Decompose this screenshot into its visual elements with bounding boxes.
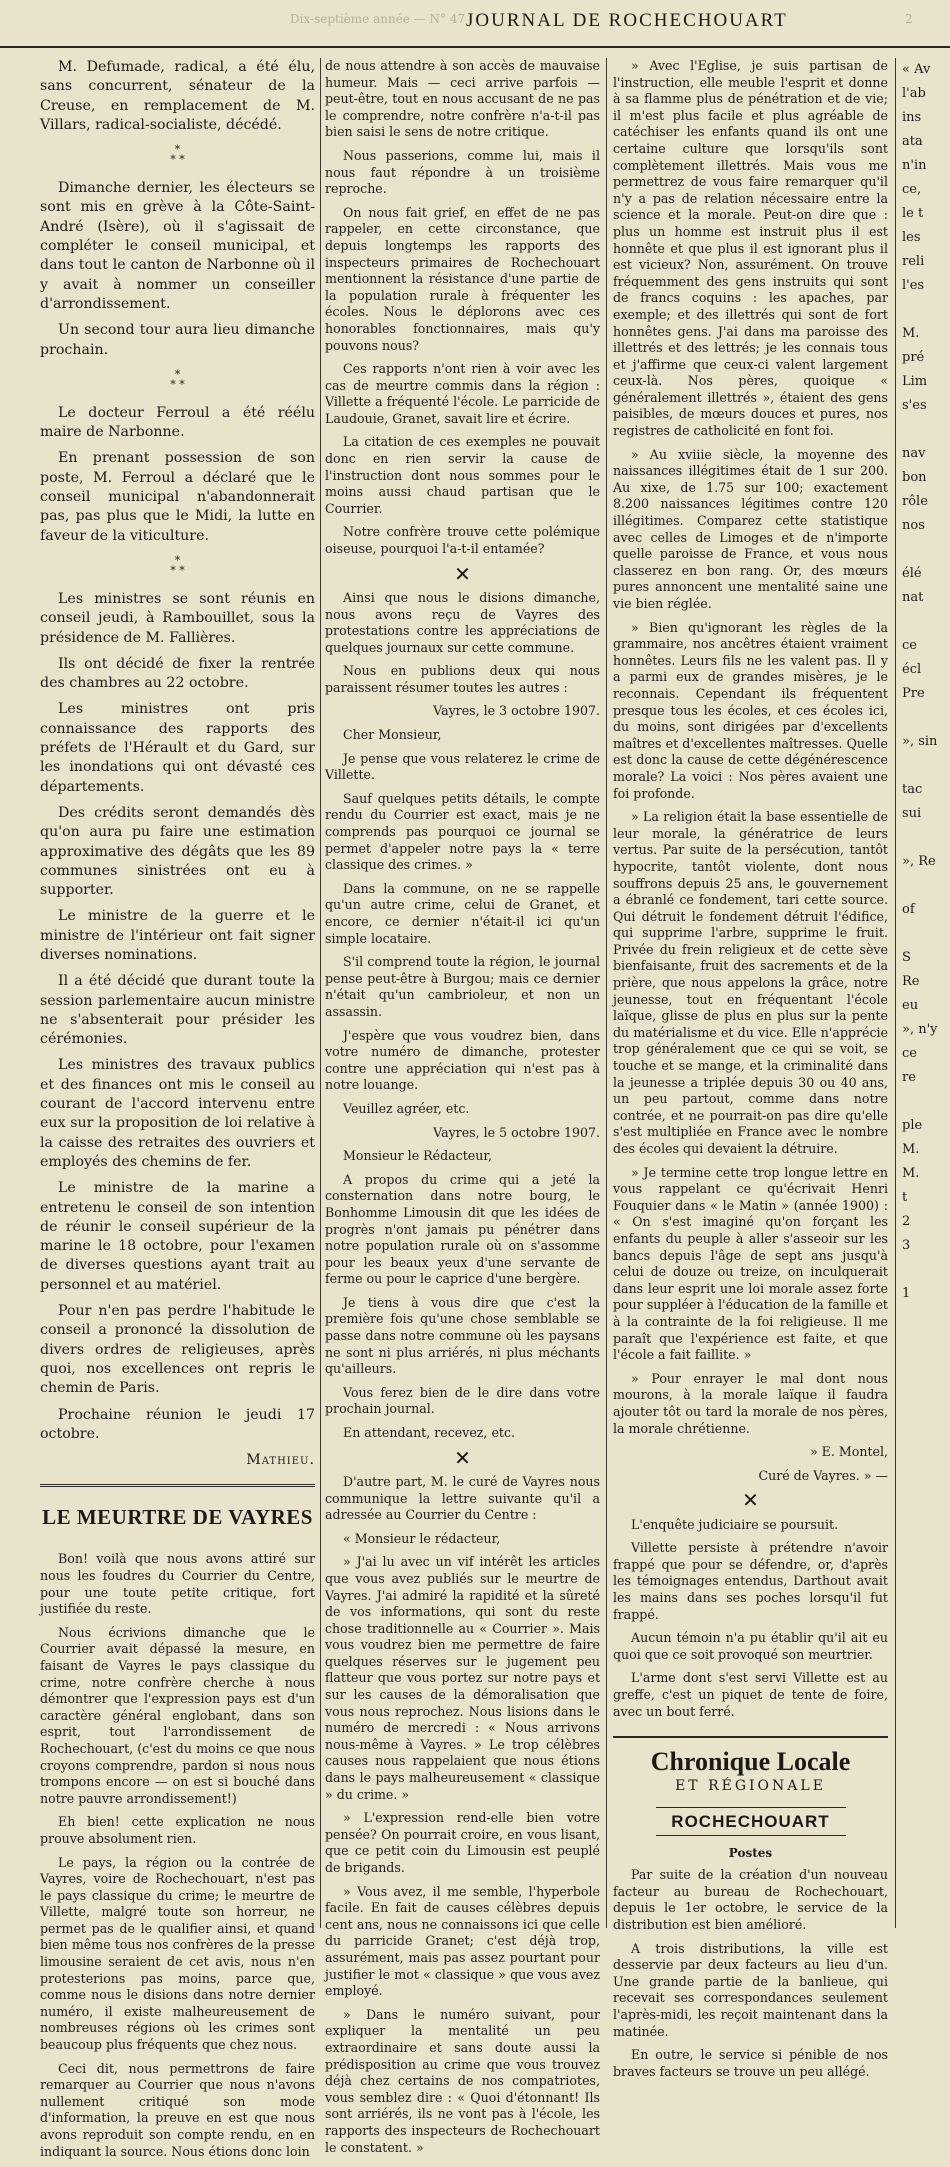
- letter-salutation: « Monsieur le rédacteur,: [343, 1530, 501, 1546]
- paragraph: Par suite de la création d'un nouveau facteur au bureau de Rochechouart, depuis le 1er octobre, le service de la distribution est bien amélioré.: [613, 1867, 888, 1933]
- paragraph: Pour n'en pas perdre l'habitude le conseil a prononcé la dissolution de divers ordres de religieuses, après quoi, nos excellences ont repris le chemin de Paris.: [40, 1303, 315, 1397]
- paragraph: L'arme dont s'est servi Villette est au greffe, c'est un piquet de tente de foire, avec un bout ferré.: [613, 1670, 888, 1719]
- column-4-text-fragment: re: [902, 1070, 916, 1085]
- column-4-text-fragment: [902, 418, 948, 442]
- column-4-text-fragment: nat: [902, 590, 924, 605]
- column-rule: [606, 58, 607, 1928]
- paragraph: Nous en publions deux qui nous paraissent résumer toutes les autres :: [325, 663, 600, 695]
- paragraph: » Je termine cette trop longue lettre en vous rappelant ce qu'écrivait Henri Fouquier dans « le Matin » (année 1900) : « On s'est imaginé qu'on forçant les enfants du peuple à aller s'asseoir sur les bancs depuis l'âge de sept ans jusqu'à celui de douze ou treize, on inculquerait dans leur esprit une loi morale assez forte pour suppléer à l'éducation de la famille et à la contrainte de la foi religieuse. Il me paraît que l'expérience est faite, et que l'école a fait faillite. »: [613, 1164, 888, 1363]
- section-divider-cross: ✕: [454, 1445, 471, 1470]
- paragraph: Prochaine réunion le jeudi 17 octobre.: [40, 1406, 315, 1442]
- paragraph: » Avec l'Eglise, je suis partisan de l'instruction, elle meuble l'esprit et donne à sa flamme plus de pénétration et de vie; il m'est plus facile et plus agréable de catéchiser les enfants quand ils ont une certaine culture que lorsqu'ils sont complètement illettrés. Mais vous me permettrez de vous faire remarquer qu'il n'y a pas de relation nécessaire entre la science et la morale. Peut-on dire que : plus un homme est instruit plus il est honnête et que plus il est ignorant plus il est vicieux? Non, assurément. On trouve fréquemment des gens instruits qui sont de francs coquins : les apaches, par exemple; et des illettrés qui sont de fort honnêtes gens. J'ai dans ma paroisse des illettrés et des lettrés; je les connais tous et j'affirme que ceux-ci valent largement ceux-là. Nos pères, quoique « généralement illettrés », étaient des gens paisibles, de mœurs douces et pures, nos registres de catholicité en font foi.: [613, 58, 888, 439]
- paragraph: Il a été décidé que durant toute la session parlementaire aucun ministre ne s'absenterait pour présider les cérémonies.: [40, 973, 315, 1048]
- column-4-text-fragment: l'ab: [902, 86, 926, 101]
- column-4-text-fragment: tac: [902, 782, 923, 797]
- paragraph: Les ministres des travaux publics et des finances ont mis le conseil au courant de l'accord intervenu entre eux sur la proposition de loi relative à la caisse des retraites des ouvriers et employés des chemins de fer.: [40, 1057, 315, 1170]
- paragraph: » La religion était la base essentielle de leur morale, la génératrice de leurs vertus. Par suite de la persécution, tantôt hypocrite, tantôt violente, dont nous souffrons depuis 25 ans, le gouvernement a ébranlé ce fondement, tari cette source. Qui détruit le fondement détruit l'édifice, qui supprime l'arbre, supprime le fruit. Privée du frein religieux et de cette sève bienfaisante, fruit des sacrements et de la prière, que nous appelons la grâce, notre jeunesse, tout en fréquentant l'école laïque, glisse de plus en plus sur la pente du matérialisme et du vice. Elle n'apprécie trop généralement que ce qui se voit, se touche et se mange, et la criminalité dans la jeunesse a triplée depuis 30 ou 40 ans, un peu partout, comme dans notre contrée, et ne pourrait-on pas dire qu'elle s'est multipliée en France avec le nombre des écoles qui devaient la détruire.: [613, 809, 888, 1156]
- paragraph: Un second tour aura lieu dimanche prochain.: [40, 322, 315, 358]
- paragraph: » Au xviiie siècle, la moyenne des naissances illégitimes était de 1 sur 200. Au xixe, de 1.75 sur 100; exactement 8.200 naissances légitimes contre 120 illégitimes. Comparez cette statistique avec celles de Limoges et de n'importe quelle paroisse de France, et vous nous classerez en bon rang. Or, des mœurs pures annoncent une mentalité saine une vie bien réglée.: [613, 446, 888, 611]
- paragraph: On nous fait grief, en effet de ne pas rappeler, en cette circonstance, que depuis longtemps les rapports des inspecteurs primaires de Rochechouart mentionnent la résistance d'une partie de la population rurale à fréquenter les écoles. Nous le déplorons avec ces honorables fonctionnaires, mais qu'y pouvons nous?: [325, 204, 600, 353]
- column-1: [40, 58, 315, 2167]
- column-4-text-fragment: nav: [902, 446, 926, 461]
- column-4-text-fragment: ce,: [902, 182, 922, 197]
- paragraph: Les ministres se sont réunis en conseil jeudi, à Rambouillet, sous la présidence de M. Fallières.: [40, 590, 315, 646]
- column-4-text-fragment: nos: [902, 518, 925, 533]
- column-4-text-fragment: 1: [902, 1286, 911, 1301]
- paragraph: S'il comprend toute la région, le journal pense peut-être à Burgou; mais ce dernier n'était qu'un cambrioleur, et non un assassin.: [325, 954, 600, 1019]
- column-4-text-fragment: bon: [902, 470, 927, 485]
- column-4-text-fragment: pré: [902, 350, 925, 365]
- paragraph: » J'ai lu avec un vif intérêt les articles que vous avez publiés sur le meurtre de Vayres. J'ai admiré la rapidité et la sûreté de vos informations, qui sont du reste chose traditionnelle au « Courrier ». Mais vous voudrez bien me permettre de faire quelques réserves sur le jugement peu flatteur que vous portez sur notre pays et sur les causes de la démoralisation que vous nous reprochez. Nous lisions dans le numéro de mercredi : « Nous arrivons nous-même à Vayres. » Le trop célèbres causes nous rappelaient que nous étions dans le pays malheureusement « classique » du crime. »: [325, 1554, 600, 1802]
- paragraph: L'enquête judiciaire se poursuit.: [631, 1516, 839, 1532]
- column-4-text-fragment: les: [902, 230, 921, 245]
- paragraph: Ces rapports n'ont rien à voir avec les cas de meurtre commis dans la région : Villette a fréquenté l'école. Le parricide de Laudouie, Granet, savait lire et écrire.: [325, 361, 600, 426]
- newspaper-title: JOURNAL DE ROCHECHOUART: [466, 10, 788, 31]
- letter-date: Vayres, le 3 octobre 1907.: [433, 703, 600, 719]
- column-4-text-fragment: [902, 922, 948, 946]
- column-4-text-fragment: s'es: [902, 398, 927, 413]
- column-4-text-fragment: », Re: [902, 854, 936, 869]
- asterism-divider: * * *: [170, 367, 185, 391]
- paragraph: Villette persiste à prétendre n'avoir frappé que pour se défendre, or, d'après les témoignages entendus, Darthout avait les mains dans ses poches lorsqu'il fut frappé.: [613, 1540, 888, 1622]
- paragraph: Dimanche dernier, les électeurs se sont mis en grève à la Côte-Saint-André (Isère), où il s'agissait de compléter le conseil municipal, et dans tout le canton de Narbonne où il y avait à nommer un conseiller d'arrondissement.: [40, 180, 315, 312]
- section-divider-cross: ✕: [454, 561, 471, 586]
- letter-signature: » E. Montel,: [809, 1444, 888, 1460]
- paragraph: de nous attendre à son accès de mauvaise humeur. Mais — ceci arrive parfois — peut-être, tout en nous accusant de ne pas le comprendre, notre confrère n'a-t-il pas bien saisi le sens de notre critique.: [325, 58, 600, 140]
- letter-date: Vayres, le 5 octobre 1907.: [433, 1124, 600, 1140]
- paragraph: Notre confrère trouve cette polémique oiseuse, pourquoi l'a-t-il entamée?: [325, 524, 600, 557]
- paragraph: A propos du crime qui a jeté la consternation dans notre bourg, le Bonhomme Limousin dit que les idées de progrès n'ont jamais pu pénétrer dans notre population rurale où on s'assomme pour les beaux yeux d'une servante de ferme ou pour le caprice d'une bergère.: [325, 1171, 600, 1287]
- letter-salutation: Cher Monsieur,: [343, 727, 442, 743]
- paragraph: Sauf quelques petits détails, le compte rendu du Courrier est exact, mais je ne comprends pas pourquoi ce journal se permet d'appeler notre pays la « terre classique des crimes. »: [325, 790, 600, 873]
- paragraph: En prenant possession de son poste, M. Ferroul a déclaré que le conseil municipal n'abandonnerait pas, pas plus que le Midi, la lutte en faveur de la viticulture.: [40, 450, 315, 544]
- column-4-text-fragment: n'in: [902, 158, 927, 173]
- column-4-text-fragment: S: [902, 950, 911, 965]
- column-4-text-fragment: 2: [902, 1214, 911, 1229]
- column-4-text-fragment: Re: [902, 974, 920, 989]
- masthead: [0, 0, 950, 48]
- column-4-text-fragment: [902, 706, 948, 730]
- paragraph: Le pays, la région ou la contrée de Vayres, voire de Rochechouart, n'est pas le pays classique du crime; le meurtre de Villette, malgré toute son horreur, ne permet pas de le qualifier ainsi, et quand bien même tous nos confrères de la presse limousine seraient de cet avis, nous n'en protesterions pas moins, parce que, comme nous le disions dans notre dernier numéro, il existe malheureusement de nombreuses régions où les crimes sont beaucoup plus fréquents que chez nous.: [40, 1854, 315, 2053]
- column-4-text-fragment: ce: [902, 1046, 917, 1061]
- column-2: [325, 58, 600, 2163]
- section-divider-cross: ✕: [742, 1488, 759, 1513]
- section-place-heading: ROCHECHOUART: [656, 1807, 846, 1836]
- column-4-text-fragment: écl: [902, 662, 922, 677]
- paragraph: Ils ont décidé de fixer la rentrée des chambres au 22 octobre.: [40, 655, 315, 692]
- paragraph: » Bien qu'ignorant les règles de la grammaire, nos ancêtres étaient vraiment honnêtes. Leurs fils ne les valent pas. Il y a parmi eux de grandes misères, je le reconnais. Cependant ils fréquentent presque tous les écoles, et ces écoles ici, du moins, sont dirigées par d'excellents maîtres et d'excellentes maîtresses. Quelle est donc la cause de cette dégénérescence morale? La voici : Nos pères avaient une foi profonde.: [613, 619, 888, 801]
- paragraph: Le ministre de la marine a entretenu le conseil de son intention de réunir le conseil supérieur de la marine le 18 octobre, pour l'examen de diverses questions ayant trait au personnel et au matériel.: [40, 1180, 315, 1293]
- paragraph: En attendant, recevez, etc.: [343, 1425, 516, 1441]
- letter-salutation: Monsieur le Rédacteur,: [343, 1148, 492, 1164]
- chronicle-section: [613, 1736, 888, 2080]
- column-rule: [895, 58, 896, 1928]
- paragraph: La citation de ces exemples ne pouvait donc en rien servir la cause de l'instruction dont nous sommes pour le moins aussi chaud partisan que le Courrier.: [325, 434, 600, 516]
- column-4-text-fragment: sui: [902, 806, 922, 821]
- issue-number: Dix-septième année — N° 47: [290, 12, 466, 26]
- column-4-text-fragment: », sin: [902, 734, 938, 749]
- paragraph: Je tiens à vous dire que c'est la première fois qu'une chose semblable se passe dans notre commune où les paysans ne sont ni plus arriérés, ni plus méchants qu'ailleurs.: [325, 1294, 600, 1377]
- column-4-text-fragment: eu: [902, 998, 919, 1013]
- column-4-text-fragment: [902, 754, 948, 778]
- paragraph: M. Defumade, radical, a été élu, sans concurrent, sénateur de la Creuse, en remplacement de M. Villars, radical-socialiste, décédé.: [40, 59, 315, 133]
- column-rule: [320, 58, 321, 1928]
- letter-signature-title: Curé de Vayres. » —: [758, 1467, 888, 1483]
- column-4-text-fragment: l'es: [902, 278, 925, 293]
- column-4-text-fragment: ple: [902, 1118, 923, 1133]
- column-4-text-fragment: [902, 1258, 948, 1282]
- column-4-text-fragment: Lim: [902, 374, 928, 389]
- paragraph: Ainsi que nous le disions dimanche, nous avons reçu de Vayres des protestations contre les appréciations de quelques journaux sur cette commune.: [325, 589, 600, 655]
- paragraph: » Dans le numéro suivant, pour expliquer la mentalité un peu extraordinaire et sans doute aussi la prédisposition au crime que vous trouvez déjà chez certains de nos compatriotes, vous semblez dire : « Quoi d'étonnant! Ils sont arriérés, ils ne vont pas à l'école, les rapports des inspecteurs de Rochechouart le constatent. »: [325, 2006, 600, 2155]
- paragraph: D'autre part, M. le curé de Vayres nous communique la lettre suivante qu'il a adressée au Courrier du Centre :: [325, 1473, 600, 1523]
- column-4-text-fragment: élé: [902, 566, 922, 581]
- paragraph: Les ministres ont pris connaissance des rapports des préfets de l'Hérault et du Gard, sur les inondations qui ont dévasté ces départements.: [40, 701, 315, 795]
- article-headline: LE MEURTRE DE VAYRES: [40, 1484, 315, 1541]
- paragraph: Dans la commune, on ne se rappelle qu'un autre crime, celui de Granet, et encore, ce dernier n'était-il ici qu'un simple locataire.: [325, 880, 600, 946]
- column-4-text-fragment: [902, 874, 948, 898]
- section-subtitle: ET RÉGIONALE: [675, 1778, 826, 1795]
- column-4-text-fragment: M.: [902, 1142, 920, 1157]
- paragraph: » L'expression rend-elle bien votre pensée? On pourrait croire, en vous lisant, que ce petit coin du Limousin est peuplé de brigands.: [325, 1810, 600, 1875]
- paragraph: Nous passerions, comme lui, mais il nous faut répondre à un troisième reproche.: [325, 147, 600, 197]
- column-4-text-fragment: M.: [902, 326, 920, 341]
- column-4-text-fragment: Pre: [902, 686, 925, 701]
- paragraph: Le ministre de la guerre et le ministre de l'intérieur ont fait signer diverses nominations.: [40, 908, 315, 963]
- paragraph: Je pense que vous relaterez le crime de Villette.: [325, 750, 600, 783]
- paragraph: Veuillez agréer, etc.: [343, 1100, 470, 1116]
- column-4-text-fragment: [902, 610, 948, 634]
- author-signature: Mathieu.: [246, 1452, 315, 1469]
- section-title: Chronique Locale: [650, 1747, 851, 1777]
- paragraph: Le docteur Ferroul a été réélu maire de Narbonne.: [40, 404, 315, 441]
- column-4-text-fragment: [902, 1090, 948, 1114]
- column-4-text-fragment: 3: [902, 1238, 911, 1253]
- paragraph: Nous écrivions dimanche que le Courrier avait dépassé la mesure, en faisant de Vayres le pays classique du crime, notre confrère cherche à nous démontrer que l'expression pays est d'un caractère général englobant, dans son esprit, tout l'arrondissement de Rochechouart, (c'est du moins ce que nous croyons comprendre, pardon si nous nous trompons encore — on est si bouché dans notre pauvre arrondissement!): [40, 1624, 315, 1806]
- paragraph: Eh bien! cette explication ne nous prouve absolument rien.: [40, 1814, 315, 1846]
- column-4-text-fragment: M.: [902, 1166, 920, 1181]
- column-4-text-fragment: le t: [902, 206, 924, 221]
- paragraph: A trois distributions, la ville est desservie par deux facteurs au lieu d'un. Une grande partie de la banlieue, qui recevait ses correspondances seulement l'après-midi, les reçoit maintenant dans la matinée.: [613, 1940, 888, 2039]
- column-4-text-fragment: », n'y: [902, 1022, 938, 1037]
- column-4-fragment: [902, 58, 948, 1306]
- paragraph: » Pour enrayer le mal dont nous mourons, à la morale laïque il faudra ajouter tôt ou tard la morale de nos pères, la morale chrétienne.: [613, 1370, 888, 1436]
- column-4-text-fragment: ce: [902, 638, 917, 653]
- column-4-text-fragment: ata: [902, 134, 923, 149]
- column-4-text-fragment: [902, 826, 948, 850]
- column-4-text-fragment: [902, 298, 948, 322]
- paragraph: » Vous avez, il me semble, l'hyperbole facile. En fait de causes célèbres depuis cent ans, nous ne connaissons ici que celle du parricide Granet; c'est déjà trop, assurément, mais pas assez pourtant pour justifier le mot « classique » que vous avez employé.: [325, 1883, 600, 1999]
- paragraph: Des crédits seront demandés dès qu'on aura pu faire une estimation approximative des dégâts que les 89 communes sinistrées ont eu à supporter.: [40, 804, 315, 899]
- column-4-text-fragment: [902, 538, 948, 562]
- column-4-text-fragment: rôle: [902, 494, 928, 509]
- paragraph: J'espère que vous voudrez bien, dans votre numéro de dimanche, protester contre une appréciation qui n'est pas à notre louange.: [325, 1027, 600, 1093]
- paragraph: Ceci dit, nous permettrons de faire remarquer au Courrier que nous n'avons nullement critiqué son mode d'information, la preuve en est que nous avons reproduit son compte rendu, en en indiquant la source. Nous étions donc loin: [40, 2060, 315, 2159]
- paragraph: En outre, le service si pénible de nos braves facteurs se trouve un peu allégé.: [613, 2047, 888, 2079]
- column-4-text-fragment: of: [902, 902, 915, 917]
- paragraph: Bon! voilà que nous avons attiré sur nous les foudres du Courrier du Centre, pour une toute petite critique, fort justifiée du reste.: [40, 1551, 315, 1617]
- column-4-text-fragment: t: [902, 1190, 908, 1205]
- asterism-divider: * * *: [170, 553, 185, 577]
- column-4-text-fragment: ins: [902, 110, 922, 125]
- page-number: 2: [905, 12, 913, 26]
- asterism-divider: * * *: [170, 143, 185, 167]
- column-3: [613, 58, 888, 2087]
- column-4-text-fragment: reli: [902, 254, 925, 269]
- column-4-text-fragment: « Av: [902, 62, 931, 77]
- subsection-heading: Postes: [728, 1846, 773, 1860]
- paragraph: Vous ferez bien de le dire dans votre prochain journal.: [325, 1384, 600, 1417]
- paragraph: Aucun témoin n'a pu établir qu'il ait eu quoi que ce soit provoqué son meurtrier.: [613, 1630, 888, 1662]
